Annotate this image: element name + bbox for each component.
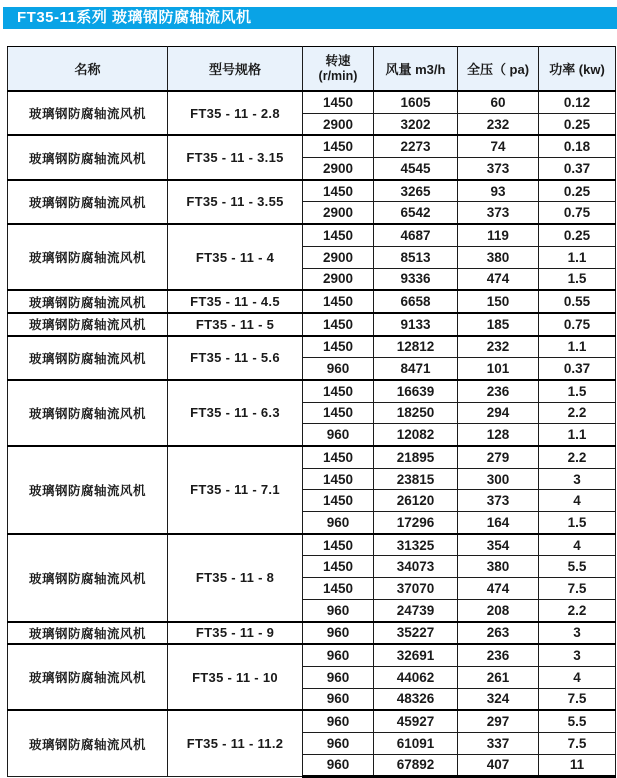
pressure-cell: 164 xyxy=(458,512,539,534)
speed-cell: 960 xyxy=(303,424,374,446)
model-cell: FT35 - 11 - 3.15 xyxy=(168,135,303,179)
speed-cell: 960 xyxy=(303,688,374,710)
power-cell: 3 xyxy=(539,468,616,490)
power-cell: 4 xyxy=(539,534,616,556)
table-row xyxy=(8,446,616,468)
speed-cell: 960 xyxy=(303,599,374,621)
table-row xyxy=(8,380,616,402)
speed-cell: 1450 xyxy=(303,490,374,512)
airflow-cell: 9133 xyxy=(374,313,458,336)
airflow-cell: 34073 xyxy=(374,556,458,578)
speed-cell: 1450 xyxy=(303,336,374,358)
power-cell: 3 xyxy=(539,644,616,666)
power-cell: 1.1 xyxy=(539,336,616,358)
speed-cell: 1450 xyxy=(303,180,374,202)
power-cell: 0.75 xyxy=(539,313,616,336)
pressure-cell: 236 xyxy=(458,380,539,402)
table-row xyxy=(8,290,616,313)
airflow-cell: 31325 xyxy=(374,534,458,556)
power-cell: 2.2 xyxy=(539,599,616,621)
power-cell: 1.5 xyxy=(539,268,616,290)
speed-cell: 1450 xyxy=(303,468,374,490)
pressure-cell: 297 xyxy=(458,710,539,732)
power-cell: 1.5 xyxy=(539,512,616,534)
power-cell: 4 xyxy=(539,666,616,688)
speed-cell: 1450 xyxy=(303,380,374,402)
name-cell: 玻璃钢防腐轴流风机 xyxy=(8,180,168,224)
speed-cell: 960 xyxy=(303,644,374,666)
pressure-cell: 232 xyxy=(458,113,539,135)
model-cell: FT35 - 11 - 7.1 xyxy=(168,446,303,534)
table-row xyxy=(8,135,616,157)
speed-cell: 1450 xyxy=(303,556,374,578)
speed-cell: 960 xyxy=(303,710,374,732)
pressure-cell: 261 xyxy=(458,666,539,688)
table-row xyxy=(8,644,616,666)
pressure-cell: 232 xyxy=(458,336,539,358)
model-cell: FT35 - 11 - 10 xyxy=(168,644,303,710)
pressure-cell: 337 xyxy=(458,732,539,754)
speed-cell: 960 xyxy=(303,732,374,754)
power-cell: 1.1 xyxy=(539,246,616,268)
speed-cell: 1450 xyxy=(303,534,374,556)
airflow-cell: 8471 xyxy=(374,358,458,380)
speed-cell: 960 xyxy=(303,512,374,534)
pressure-cell: 93 xyxy=(458,180,539,202)
airflow-cell: 4687 xyxy=(374,224,458,246)
airflow-cell: 18250 xyxy=(374,402,458,424)
header-power: 功率 (kw) xyxy=(539,47,616,92)
pressure-cell: 373 xyxy=(458,490,539,512)
name-cell: 玻璃钢防腐轴流风机 xyxy=(8,710,168,777)
spec-table-body xyxy=(8,91,616,777)
airflow-cell: 24739 xyxy=(374,599,458,621)
header-speed-line2: (r/min) xyxy=(318,68,358,83)
pressure-cell: 150 xyxy=(458,290,539,313)
airflow-cell: 26120 xyxy=(374,490,458,512)
speed-cell: 960 xyxy=(303,622,374,645)
header-model: 型号规格 xyxy=(168,47,303,92)
airflow-cell: 21895 xyxy=(374,446,458,468)
pressure-cell: 74 xyxy=(458,135,539,157)
airflow-cell: 12812 xyxy=(374,336,458,358)
power-cell: 2.2 xyxy=(539,402,616,424)
header-speed xyxy=(303,47,374,92)
model-cell: FT35 - 11 - 6.3 xyxy=(168,380,303,446)
name-cell: 玻璃钢防腐轴流风机 xyxy=(8,313,168,336)
name-cell: 玻璃钢防腐轴流风机 xyxy=(8,91,168,135)
name-cell: 玻璃钢防腐轴流风机 xyxy=(8,622,168,645)
speed-cell: 2900 xyxy=(303,113,374,135)
airflow-cell: 3202 xyxy=(374,113,458,135)
speed-cell: 1450 xyxy=(303,313,374,336)
pressure-cell: 279 xyxy=(458,446,539,468)
name-cell: 玻璃钢防腐轴流风机 xyxy=(8,336,168,380)
airflow-cell: 6658 xyxy=(374,290,458,313)
power-cell: 0.37 xyxy=(539,158,616,180)
pressure-cell: 474 xyxy=(458,578,539,600)
power-cell: 7.5 xyxy=(539,732,616,754)
power-cell: 0.25 xyxy=(539,224,616,246)
power-cell: 7.5 xyxy=(539,688,616,710)
header-name: 名称 xyxy=(8,47,168,92)
power-cell: 0.37 xyxy=(539,358,616,380)
pressure-cell: 101 xyxy=(458,358,539,380)
airflow-cell: 48326 xyxy=(374,688,458,710)
model-cell: FT35 - 11 - 3.55 xyxy=(168,180,303,224)
airflow-cell: 17296 xyxy=(374,512,458,534)
pressure-cell: 324 xyxy=(458,688,539,710)
power-cell: 0.55 xyxy=(539,290,616,313)
speed-cell: 960 xyxy=(303,358,374,380)
power-cell: 0.75 xyxy=(539,202,616,224)
pressure-cell: 294 xyxy=(458,402,539,424)
power-cell: 7.5 xyxy=(539,578,616,600)
airflow-cell: 67892 xyxy=(374,754,458,777)
power-cell: 5.5 xyxy=(539,710,616,732)
header-airflow: 风量 m3/h xyxy=(374,47,458,92)
pressure-cell: 373 xyxy=(458,202,539,224)
airflow-cell: 23815 xyxy=(374,468,458,490)
airflow-cell: 12082 xyxy=(374,424,458,446)
pressure-cell: 208 xyxy=(458,599,539,621)
power-cell: 11 xyxy=(539,754,616,777)
airflow-cell: 45927 xyxy=(374,710,458,732)
table-row xyxy=(8,336,616,358)
speed-cell: 1450 xyxy=(303,446,374,468)
power-cell: 2.2 xyxy=(539,446,616,468)
power-cell: 1.1 xyxy=(539,424,616,446)
model-cell: FT35 - 11 - 4 xyxy=(168,224,303,290)
table-row xyxy=(8,710,616,732)
speed-cell: 1450 xyxy=(303,91,374,113)
airflow-cell: 16639 xyxy=(374,380,458,402)
speed-cell: 2900 xyxy=(303,202,374,224)
pressure-cell: 373 xyxy=(458,158,539,180)
table-row xyxy=(8,224,616,246)
name-cell: 玻璃钢防腐轴流风机 xyxy=(8,446,168,534)
page-title: FT35-11系列 玻璃钢防腐轴流风机 xyxy=(3,7,617,29)
pressure-cell: 380 xyxy=(458,246,539,268)
table-row xyxy=(8,622,616,645)
speed-cell: 1450 xyxy=(303,135,374,157)
model-cell: FT35 - 11 - 8 xyxy=(168,534,303,622)
speed-cell: 2900 xyxy=(303,268,374,290)
airflow-cell: 35227 xyxy=(374,622,458,645)
pressure-cell: 60 xyxy=(458,91,539,113)
name-cell: 玻璃钢防腐轴流风机 xyxy=(8,290,168,313)
airflow-cell: 1605 xyxy=(374,91,458,113)
name-cell: 玻璃钢防腐轴流风机 xyxy=(8,644,168,710)
table-row xyxy=(8,313,616,336)
airflow-cell: 32691 xyxy=(374,644,458,666)
speed-cell: 1450 xyxy=(303,290,374,313)
power-cell: 5.5 xyxy=(539,556,616,578)
airflow-cell: 3265 xyxy=(374,180,458,202)
pressure-cell: 407 xyxy=(458,754,539,777)
header-speed-line1: 转速 xyxy=(325,53,351,68)
airflow-cell: 37070 xyxy=(374,578,458,600)
pressure-cell: 474 xyxy=(458,268,539,290)
model-cell: FT35 - 11 - 5 xyxy=(168,313,303,336)
speed-cell: 2900 xyxy=(303,158,374,180)
airflow-cell: 6542 xyxy=(374,202,458,224)
pressure-cell: 236 xyxy=(458,644,539,666)
pressure-cell: 119 xyxy=(458,224,539,246)
name-cell: 玻璃钢防腐轴流风机 xyxy=(8,135,168,179)
model-cell: FT35 - 11 - 11.2 xyxy=(168,710,303,777)
power-cell: 0.25 xyxy=(539,180,616,202)
pressure-cell: 185 xyxy=(458,313,539,336)
airflow-cell: 8513 xyxy=(374,246,458,268)
power-cell: 3 xyxy=(539,622,616,645)
name-cell: 玻璃钢防腐轴流风机 xyxy=(8,224,168,290)
power-cell: 1.5 xyxy=(539,380,616,402)
model-cell: FT35 - 11 - 2.8 xyxy=(168,91,303,135)
pressure-cell: 300 xyxy=(458,468,539,490)
name-cell: 玻璃钢防腐轴流风机 xyxy=(8,380,168,446)
pressure-cell: 263 xyxy=(458,622,539,645)
airflow-cell: 4545 xyxy=(374,158,458,180)
pressure-cell: 128 xyxy=(458,424,539,446)
speed-cell: 1450 xyxy=(303,402,374,424)
model-cell: FT35 - 11 - 4.5 xyxy=(168,290,303,313)
table-row xyxy=(8,180,616,202)
airflow-cell: 2273 xyxy=(374,135,458,157)
airflow-cell: 61091 xyxy=(374,732,458,754)
power-cell: 0.12 xyxy=(539,91,616,113)
spec-table xyxy=(7,46,616,778)
model-cell: FT35 - 11 - 9 xyxy=(168,622,303,645)
table-row xyxy=(8,91,616,113)
power-cell: 4 xyxy=(539,490,616,512)
name-cell: 玻璃钢防腐轴流风机 xyxy=(8,534,168,622)
speed-cell: 960 xyxy=(303,754,374,777)
power-cell: 0.25 xyxy=(539,113,616,135)
airflow-cell: 44062 xyxy=(374,666,458,688)
airflow-cell: 9336 xyxy=(374,268,458,290)
speed-cell: 2900 xyxy=(303,246,374,268)
pressure-cell: 380 xyxy=(458,556,539,578)
table-header-row xyxy=(8,47,616,92)
speed-cell: 960 xyxy=(303,666,374,688)
model-cell: FT35 - 11 - 5.6 xyxy=(168,336,303,380)
speed-cell: 1450 xyxy=(303,578,374,600)
power-cell: 0.18 xyxy=(539,135,616,157)
table-row xyxy=(8,534,616,556)
speed-cell: 1450 xyxy=(303,224,374,246)
pressure-cell: 354 xyxy=(458,534,539,556)
header-pressure: 全压（ pa) xyxy=(458,47,539,92)
